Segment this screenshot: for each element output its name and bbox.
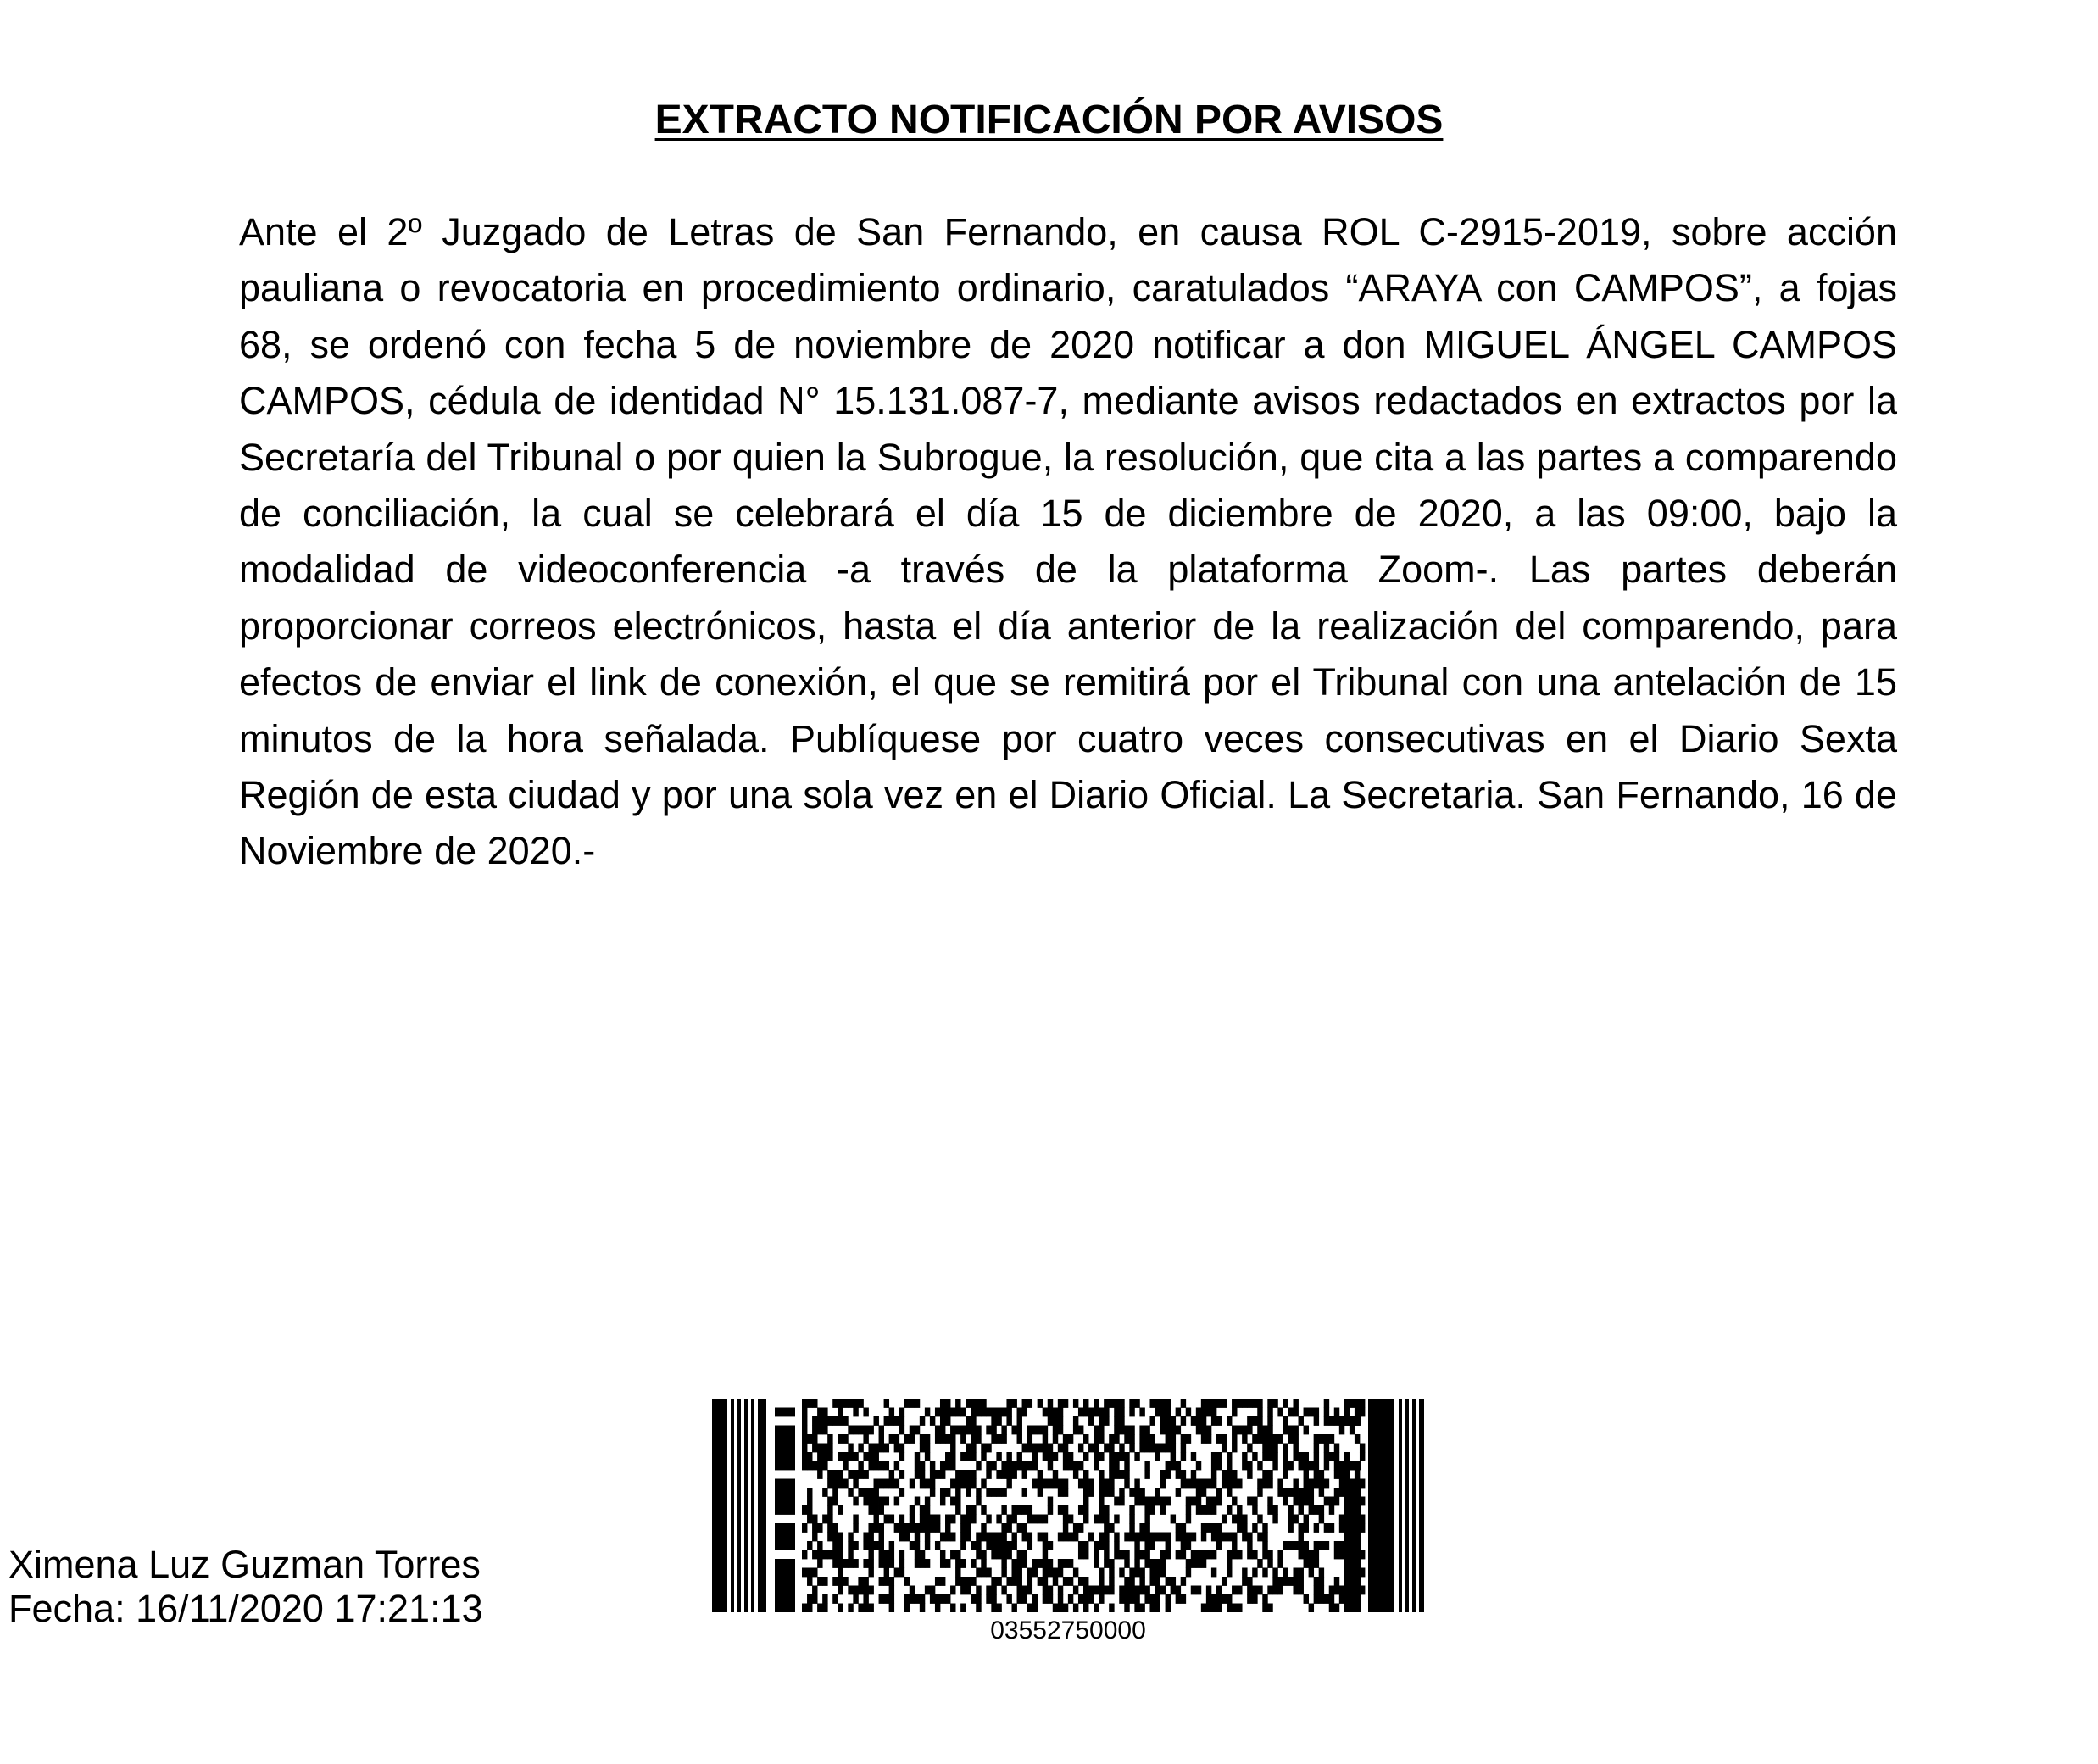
document-title: EXTRACTO NOTIFICACIÓN POR AVISOS [654, 97, 1444, 142]
barcode-number: 03552750000 [990, 1617, 1146, 1644]
signature-block [8, 1543, 483, 1631]
pdf417-barcode [712, 1399, 1424, 1612]
signer-name: Ximena Luz Guzman Torres [8, 1543, 481, 1586]
barcode-graphic [712, 1399, 1424, 1612]
notice-body: Ante el 2º Juzgado de Letras de San Fernando, en causa ROL C-2915-2019, sobre acción pauliana o revocatoria en procedimiento ordinario, caratulados “ARAYA con CAMPOS”, a fojas 68, se ordenó con fecha 5 de noviembre de 2020 notificar a don MIGUEL ÁNGEL CAMPOS CAMPOS, cédula de identidad N° 15.131.087-7, mediante avisos redactados en extractos por la Secretaría del Tribunal o por quien la Subrogue, la resolución, que cita a las partes a comparendo de conciliación, la cual se celebrará el día 15 de diciembre de 2020, a las 09:00, bajo la modalidad de videoconferencia -a través de la plataforma Zoom-. Las partes deberán proporcionar correos electrónicos, hasta el día anterior de la realización del comparendo, para efectos de enviar el link de conexión, el que se remitirá por el Tribunal con una antelación de 15 minutos de la hora señalada. Publíquese por cuatro veces consecutivas en el Diario Sexta Región de esta ciudad y por una sola vez en el Diario Oficial. La Secretaria. San Fernando, 16 de Noviembre de 2020.- [239, 210, 1897, 873]
signature-date: Fecha: 16/11/2020 17:21:13 [8, 1587, 483, 1630]
